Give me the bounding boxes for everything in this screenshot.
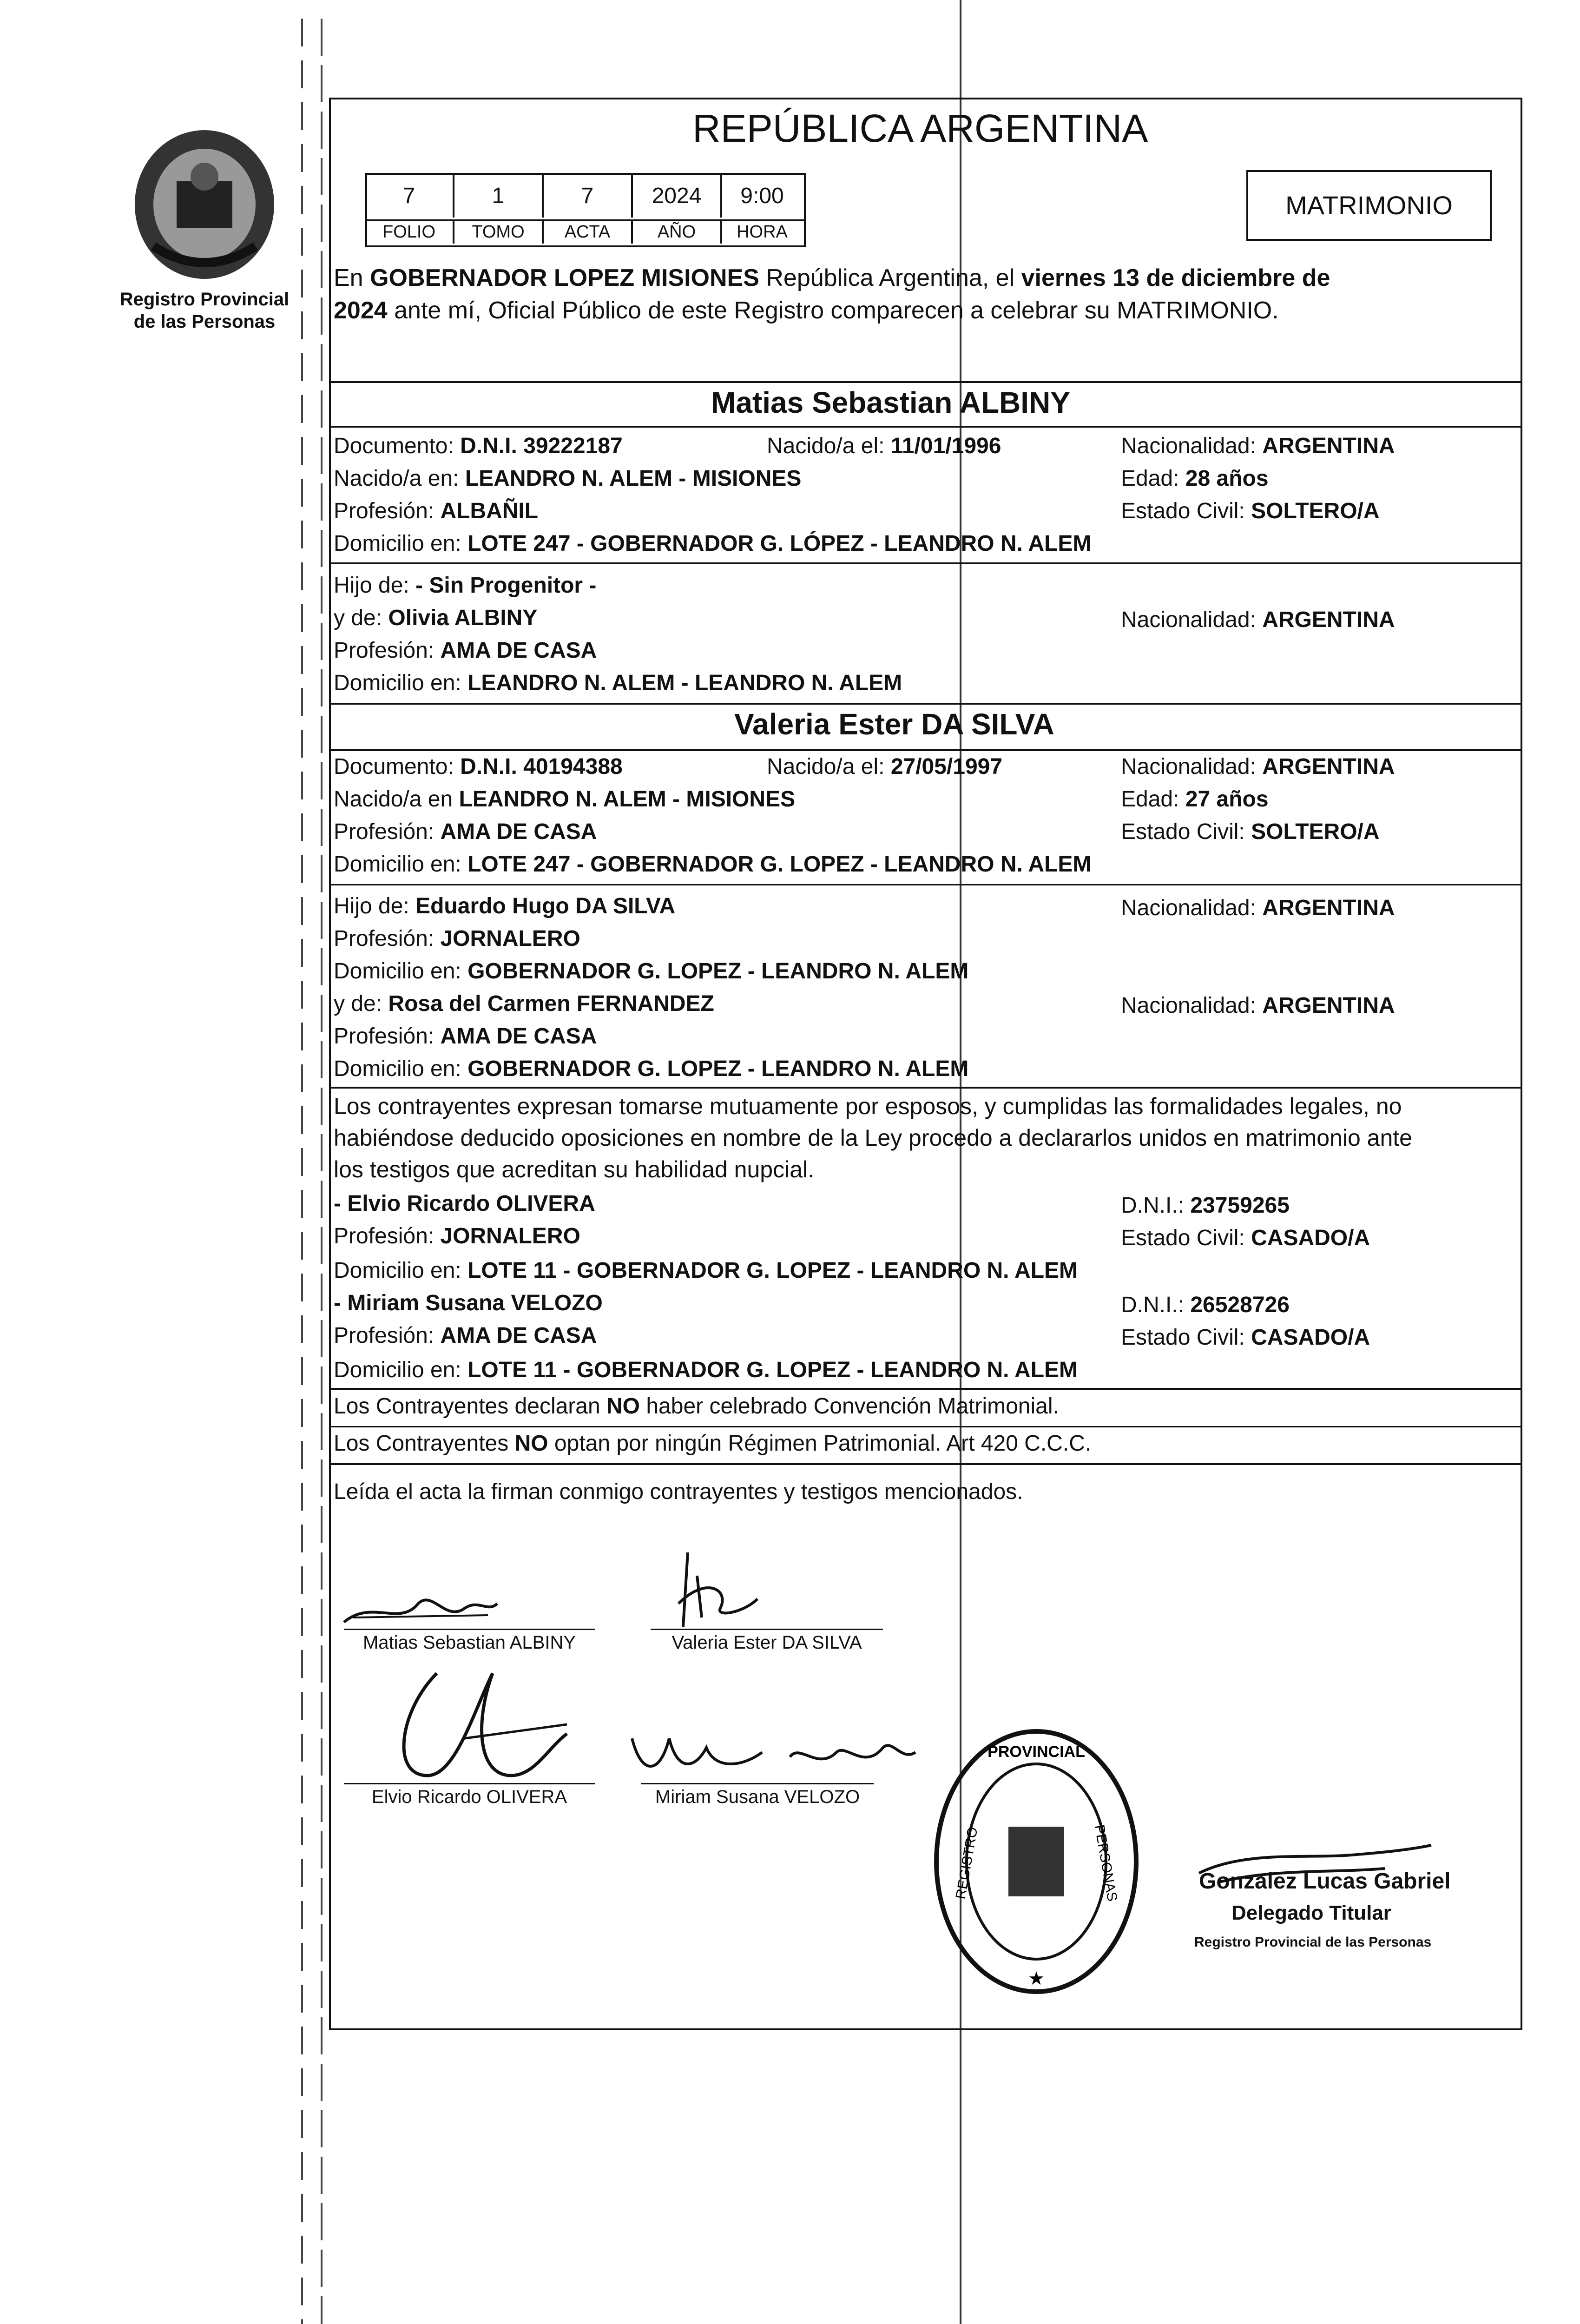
c2-age: Edad: 27 años <box>1121 787 1269 812</box>
signature-1 <box>335 1571 502 1631</box>
convencion-line1: Los Contrayentes declaran NO haber celebrado Convención Matrimonial. <box>334 1394 1059 1419</box>
intro-line2: 2024 ante mí, Oficial Público de este Registro comparecen a celebrar su MATRIMONIO. <box>334 297 1279 324</box>
declaration-line3: los testigos que acreditan su habilidad nupcial. <box>334 1156 815 1182</box>
svg-text:★: ★ <box>1028 1968 1045 1989</box>
c1-prof: Profesión: ALBAÑIL <box>334 499 539 523</box>
logo-org-line2: de las Personas <box>133 311 276 332</box>
signature-line-2 <box>651 1629 883 1630</box>
testigo1-prof: Profesión: JORNALERO <box>334 1224 580 1248</box>
folio-label: FOLIO <box>382 222 436 242</box>
c2-born-date: Nacido/a el: 27/05/1997 <box>767 754 1003 779</box>
acta-label: ACTA <box>564 222 611 242</box>
c1-nat: Nacionalidad: ARGENTINA <box>1121 434 1395 458</box>
testigo1-dom: Domicilio en: LOTE 11 - GOBERNADOR G. LOPEZ - LEANDRO N. ALEM <box>334 1258 1078 1283</box>
c1-mother-prof: Profesión: AMA DE CASA <box>334 638 597 663</box>
testigo2-prof: Profesión: AMA DE CASA <box>334 1323 597 1348</box>
signature-line-4 <box>641 1783 874 1784</box>
c1-mother-nat: Nacionalidad: ARGENTINA <box>1121 607 1395 632</box>
signature-3 <box>372 1655 586 1785</box>
margin-line-right <box>321 19 323 2324</box>
c2-father-dom: Domicilio en: GOBERNADOR G. LOPEZ - LEANDRO N. ALEM <box>334 959 969 984</box>
c2-mother-dom: Domicilio en: GOBERNADOR G. LOPEZ - LEANDRO N. ALEM <box>334 1056 969 1081</box>
c1-father: Hijo de: - Sin Progenitor - <box>334 573 597 598</box>
testigo1-name: - Elvio Ricardo OLIVERA <box>334 1191 595 1216</box>
page-title: REPÚBLICA ARGENTINA <box>692 106 1148 150</box>
intro-date: viernes 13 de diciembre de <box>1021 264 1330 291</box>
c2-father-prof: Profesión: JORNALERO <box>334 926 580 951</box>
divider <box>329 749 1521 751</box>
divider <box>329 562 1521 564</box>
c1-doc: Documento: D.N.I. 39222187 <box>334 434 623 458</box>
official-name: Gonzalez Lucas Gabriel <box>1199 1869 1451 1894</box>
c1-born-in: Nacido/a en: LEANDRO N. ALEM - MISIONES <box>334 466 802 491</box>
testigo1-civil: Estado Civil: CASADO/A <box>1121 1226 1370 1250</box>
seal-icon <box>929 1724 1143 1999</box>
divider <box>329 884 1521 885</box>
c1-mother-dom: Domicilio en: LEANDRO N. ALEM - LEANDRO N. ALEM <box>334 671 902 695</box>
testigo2-dom: Domicilio en: LOTE 11 - GOBERNADOR G. LOPEZ - LEANDRO N. ALEM <box>334 1358 1078 1382</box>
c1-born-date: Nacido/a el: 11/01/1996 <box>767 434 1001 458</box>
emblem-icon <box>125 125 283 284</box>
testigo1-dni: D.N.I.: 23759265 <box>1121 1193 1290 1218</box>
c1-civil: Estado Civil: SOLTERO/A <box>1121 499 1380 523</box>
contrayente1-name: Matias Sebastian ALBINY <box>711 386 1070 419</box>
divider <box>329 1426 1521 1427</box>
c2-father: Hijo de: Eduardo Hugo DA SILVA <box>334 894 676 918</box>
margin-line-left <box>301 19 303 2324</box>
tomo-label: TOMO <box>472 222 525 242</box>
anio-value: 2024 <box>652 184 702 208</box>
divider <box>329 703 1521 705</box>
contrayente2-name: Valeria Ester DA SILVA <box>734 707 1054 741</box>
c2-mother-nat: Nacionalidad: ARGENTINA <box>1121 993 1395 1018</box>
svg-text:PERSONAS: PERSONAS <box>1091 1823 1120 1903</box>
signature-line-3 <box>344 1783 595 1784</box>
hora-label: HORA <box>737 222 788 242</box>
signature-4 <box>623 1720 920 1785</box>
intro-line1: En GOBERNADOR LOPEZ MISIONES República Argentina, el viernes 13 de diciembre de <box>334 264 1330 291</box>
c1-age: Edad: 28 años <box>1121 466 1269 491</box>
acta-value: 7 <box>581 184 594 208</box>
official-seal <box>929 1724 1143 1999</box>
divider <box>329 1087 1521 1089</box>
c1-mother: y de: Olivia ALBINY <box>334 606 538 630</box>
province-emblem <box>125 125 283 284</box>
c2-prof: Profesión: AMA DE CASA <box>334 819 597 844</box>
c2-nat: Nacionalidad: ARGENTINA <box>1121 754 1395 779</box>
signature-line-1 <box>344 1629 595 1630</box>
logo-org-line1: Registro Provincial <box>119 289 290 310</box>
testigo2-dni: D.N.I.: 26528726 <box>1121 1293 1290 1317</box>
signature-name-2: Valeria Ester DA SILVA <box>672 1632 862 1653</box>
folio-value: 7 <box>402 184 415 208</box>
c2-dom: Domicilio en: LOTE 247 - GOBERNADOR G. LOPEZ - LEANDRO N. ALEM <box>334 852 1092 877</box>
signature-name-4: Miriam Susana VELOZO <box>655 1787 860 1807</box>
intro-place: GOBERNADOR LOPEZ MISIONES <box>370 264 759 291</box>
declaration-line1: Los contrayentes expresan tomarse mutuamente por esposos, y cumplidas las formalidades legales, no <box>334 1093 1402 1119</box>
signature-2 <box>651 1548 790 1631</box>
testigo2-name: - Miriam Susana VELOZO <box>334 1291 603 1315</box>
divider <box>329 381 1521 383</box>
signature-name-1: Matias Sebastian ALBINY <box>362 1632 576 1653</box>
closing-text: Leída el acta la firman conmigo contrayentes y testigos mencionados. <box>334 1479 1023 1504</box>
svg-text:REGISTRO: REGISTRO <box>953 1826 981 1901</box>
c2-born-in: Nacido/a en LEANDRO N. ALEM - MISIONES <box>334 787 796 812</box>
divider <box>329 426 1521 428</box>
anio-label: AÑO <box>657 222 696 242</box>
divider <box>329 1388 1521 1390</box>
c2-mother: y de: Rosa del Carmen FERNANDEZ <box>334 991 714 1016</box>
tomo-value: 1 <box>492 184 505 208</box>
c1-dom: Domicilio en: LOTE 247 - GOBERNADOR G. LÓPEZ - LEANDRO N. ALEM <box>334 531 1092 556</box>
declaration-line2: habiéndose deducido oposiciones en nombre de la Ley procedo a declararlos unidos en matrimonio ante <box>334 1125 1412 1151</box>
hora-value: 9:00 <box>740 184 784 208</box>
doc-type: MATRIMONIO <box>1285 191 1453 220</box>
c2-civil: Estado Civil: SOLTERO/A <box>1121 819 1380 844</box>
c2-mother-prof: Profesión: AMA DE CASA <box>334 1024 597 1049</box>
testigo2-civil: Estado Civil: CASADO/A <box>1121 1325 1370 1350</box>
official-org: Registro Provincial de las Personas <box>1194 1934 1432 1950</box>
signature-name-3: Elvio Ricardo OLIVERA <box>371 1787 567 1807</box>
c2-father-nat: Nacionalidad: ARGENTINA <box>1121 896 1395 920</box>
official-role: Delegado Titular <box>1231 1901 1391 1924</box>
c2-doc: Documento: D.N.I. 40194388 <box>334 754 623 779</box>
divider <box>329 1463 1521 1465</box>
svg-text:PROVINCIAL: PROVINCIAL <box>988 1743 1085 1761</box>
convencion-line2: Los Contrayentes NO optan por ningún Régimen Patrimonial. Art 420 C.C.C. <box>334 1431 1092 1456</box>
